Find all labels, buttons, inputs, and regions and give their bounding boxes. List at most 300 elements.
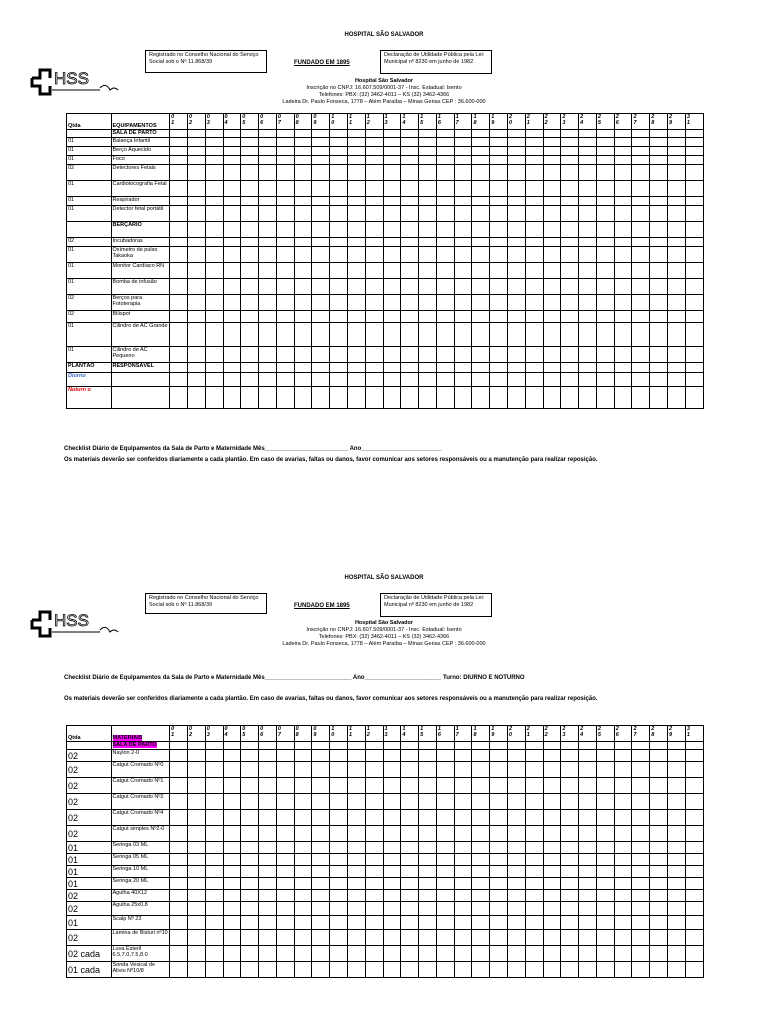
check-cell[interactable] xyxy=(187,890,205,902)
check-cell[interactable] xyxy=(383,842,401,854)
check-cell[interactable] xyxy=(419,842,437,854)
check-cell[interactable] xyxy=(490,890,508,902)
check-cell[interactable] xyxy=(259,930,277,946)
check-cell[interactable] xyxy=(330,762,348,778)
check-cell[interactable] xyxy=(685,866,703,878)
check-cell[interactable] xyxy=(454,916,472,930)
check-cell[interactable] xyxy=(508,878,526,890)
check-cell[interactable] xyxy=(276,866,294,878)
check-cell[interactable] xyxy=(632,854,650,866)
check-cell[interactable] xyxy=(383,750,401,762)
check-cell[interactable] xyxy=(241,930,259,946)
check-cell[interactable] xyxy=(472,878,490,890)
check-cell[interactable] xyxy=(276,902,294,916)
check-cell[interactable] xyxy=(543,930,561,946)
check-cell[interactable] xyxy=(330,794,348,810)
check-cell[interactable] xyxy=(276,854,294,866)
check-cell[interactable] xyxy=(685,742,703,750)
check-cell[interactable] xyxy=(668,946,686,962)
check-cell[interactable] xyxy=(472,742,490,750)
check-cell[interactable] xyxy=(205,902,223,916)
check-cell[interactable] xyxy=(401,762,419,778)
check-cell[interactable] xyxy=(543,962,561,978)
check-cell[interactable] xyxy=(330,962,348,978)
check-cell[interactable] xyxy=(596,826,614,842)
check-cell[interactable] xyxy=(170,778,188,794)
check-cell[interactable] xyxy=(596,866,614,878)
check-cell[interactable] xyxy=(187,778,205,794)
check-cell[interactable] xyxy=(561,946,579,962)
check-cell[interactable] xyxy=(472,930,490,946)
check-cell[interactable] xyxy=(347,930,365,946)
check-cell[interactable] xyxy=(650,902,668,916)
check-cell[interactable] xyxy=(508,916,526,930)
check-cell[interactable] xyxy=(454,762,472,778)
check-cell[interactable] xyxy=(508,946,526,962)
check-cell[interactable] xyxy=(685,930,703,946)
check-cell[interactable] xyxy=(490,810,508,826)
check-cell[interactable] xyxy=(454,878,472,890)
check-cell[interactable] xyxy=(347,842,365,854)
check-cell[interactable] xyxy=(614,854,632,866)
check-cell[interactable] xyxy=(241,778,259,794)
check-cell[interactable] xyxy=(259,842,277,854)
check-cell[interactable] xyxy=(472,854,490,866)
check-cell[interactable] xyxy=(543,946,561,962)
check-cell[interactable] xyxy=(347,866,365,878)
check-cell[interactable] xyxy=(436,890,454,902)
check-cell[interactable] xyxy=(614,742,632,750)
check-cell[interactable] xyxy=(259,750,277,762)
check-cell[interactable] xyxy=(294,878,312,890)
check-cell[interactable] xyxy=(312,962,330,978)
check-cell[interactable] xyxy=(650,810,668,826)
check-cell[interactable] xyxy=(312,750,330,762)
check-cell[interactable] xyxy=(419,946,437,962)
check-cell[interactable] xyxy=(650,878,668,890)
check-cell[interactable] xyxy=(543,750,561,762)
check-cell[interactable] xyxy=(241,810,259,826)
check-cell[interactable] xyxy=(259,826,277,842)
check-cell[interactable] xyxy=(276,962,294,978)
check-cell[interactable] xyxy=(490,962,508,978)
check-cell[interactable] xyxy=(454,854,472,866)
check-cell[interactable] xyxy=(294,778,312,794)
check-cell[interactable] xyxy=(312,930,330,946)
check-cell[interactable] xyxy=(436,946,454,962)
check-cell[interactable] xyxy=(490,794,508,810)
check-cell[interactable] xyxy=(294,890,312,902)
check-cell[interactable] xyxy=(241,750,259,762)
check-cell[interactable] xyxy=(205,878,223,890)
check-cell[interactable] xyxy=(525,916,543,930)
check-cell[interactable] xyxy=(490,854,508,866)
check-cell[interactable] xyxy=(668,962,686,978)
check-cell[interactable] xyxy=(365,890,383,902)
check-cell[interactable] xyxy=(419,794,437,810)
check-cell[interactable] xyxy=(525,854,543,866)
check-cell[interactable] xyxy=(383,946,401,962)
check-cell[interactable] xyxy=(419,826,437,842)
check-cell[interactable] xyxy=(365,902,383,916)
check-cell[interactable] xyxy=(472,916,490,930)
check-cell[interactable] xyxy=(330,916,348,930)
check-cell[interactable] xyxy=(347,826,365,842)
check-cell[interactable] xyxy=(685,750,703,762)
check-cell[interactable] xyxy=(401,794,419,810)
check-cell[interactable] xyxy=(365,946,383,962)
check-cell[interactable] xyxy=(347,762,365,778)
check-cell[interactable] xyxy=(543,826,561,842)
check-cell[interactable] xyxy=(525,946,543,962)
check-cell[interactable] xyxy=(419,890,437,902)
check-cell[interactable] xyxy=(561,742,579,750)
check-cell[interactable] xyxy=(187,854,205,866)
check-cell[interactable] xyxy=(543,854,561,866)
check-cell[interactable] xyxy=(241,826,259,842)
check-cell[interactable] xyxy=(561,916,579,930)
check-cell[interactable] xyxy=(668,762,686,778)
check-cell[interactable] xyxy=(632,762,650,778)
check-cell[interactable] xyxy=(365,842,383,854)
check-cell[interactable] xyxy=(543,842,561,854)
check-cell[interactable] xyxy=(436,866,454,878)
check-cell[interactable] xyxy=(543,890,561,902)
check-cell[interactable] xyxy=(419,866,437,878)
check-cell[interactable] xyxy=(401,842,419,854)
check-cell[interactable] xyxy=(294,826,312,842)
check-cell[interactable] xyxy=(383,890,401,902)
check-cell[interactable] xyxy=(401,750,419,762)
check-cell[interactable] xyxy=(294,742,312,750)
check-cell[interactable] xyxy=(294,946,312,962)
check-cell[interactable] xyxy=(365,794,383,810)
check-cell[interactable] xyxy=(347,962,365,978)
check-cell[interactable] xyxy=(614,878,632,890)
check-cell[interactable] xyxy=(259,866,277,878)
check-cell[interactable] xyxy=(401,854,419,866)
check-cell[interactable] xyxy=(241,866,259,878)
check-cell[interactable] xyxy=(419,902,437,916)
check-cell[interactable] xyxy=(365,916,383,930)
check-cell[interactable] xyxy=(383,762,401,778)
check-cell[interactable] xyxy=(365,826,383,842)
check-cell[interactable] xyxy=(205,750,223,762)
check-cell[interactable] xyxy=(685,794,703,810)
check-cell[interactable] xyxy=(259,778,277,794)
check-cell[interactable] xyxy=(259,810,277,826)
check-cell[interactable] xyxy=(508,962,526,978)
check-cell[interactable] xyxy=(596,930,614,946)
check-cell[interactable] xyxy=(561,826,579,842)
check-cell[interactable] xyxy=(685,826,703,842)
check-cell[interactable] xyxy=(223,866,241,878)
check-cell[interactable] xyxy=(330,842,348,854)
check-cell[interactable] xyxy=(508,810,526,826)
check-cell[interactable] xyxy=(472,842,490,854)
check-cell[interactable] xyxy=(579,742,597,750)
check-cell[interactable] xyxy=(205,762,223,778)
check-cell[interactable] xyxy=(632,842,650,854)
check-cell[interactable] xyxy=(454,930,472,946)
check-cell[interactable] xyxy=(543,810,561,826)
check-cell[interactable] xyxy=(241,854,259,866)
check-cell[interactable] xyxy=(650,890,668,902)
check-cell[interactable] xyxy=(419,962,437,978)
check-cell[interactable] xyxy=(383,778,401,794)
check-cell[interactable] xyxy=(508,778,526,794)
check-cell[interactable] xyxy=(312,778,330,794)
check-cell[interactable] xyxy=(561,854,579,866)
check-cell[interactable] xyxy=(614,866,632,878)
check-cell[interactable] xyxy=(312,916,330,930)
check-cell[interactable] xyxy=(508,762,526,778)
check-cell[interactable] xyxy=(543,916,561,930)
check-cell[interactable] xyxy=(170,946,188,962)
check-cell[interactable] xyxy=(330,946,348,962)
check-cell[interactable] xyxy=(312,742,330,750)
check-cell[interactable] xyxy=(436,878,454,890)
check-cell[interactable] xyxy=(650,826,668,842)
check-cell[interactable] xyxy=(330,866,348,878)
check-cell[interactable] xyxy=(490,878,508,890)
check-cell[interactable] xyxy=(223,916,241,930)
check-cell[interactable] xyxy=(579,794,597,810)
check-cell[interactable] xyxy=(454,826,472,842)
check-cell[interactable] xyxy=(205,946,223,962)
check-cell[interactable] xyxy=(490,826,508,842)
check-cell[interactable] xyxy=(436,762,454,778)
check-cell[interactable] xyxy=(650,794,668,810)
check-cell[interactable] xyxy=(454,794,472,810)
check-cell[interactable] xyxy=(383,930,401,946)
check-cell[interactable] xyxy=(294,866,312,878)
check-cell[interactable] xyxy=(241,842,259,854)
check-cell[interactable] xyxy=(525,890,543,902)
check-cell[interactable] xyxy=(401,826,419,842)
check-cell[interactable] xyxy=(454,750,472,762)
check-cell[interactable] xyxy=(632,946,650,962)
check-cell[interactable] xyxy=(170,930,188,946)
check-cell[interactable] xyxy=(170,842,188,854)
check-cell[interactable] xyxy=(685,778,703,794)
check-cell[interactable] xyxy=(454,778,472,794)
check-cell[interactable] xyxy=(223,902,241,916)
check-cell[interactable] xyxy=(312,842,330,854)
check-cell[interactable] xyxy=(561,902,579,916)
check-cell[interactable] xyxy=(223,778,241,794)
check-cell[interactable] xyxy=(276,930,294,946)
check-cell[interactable] xyxy=(650,962,668,978)
check-cell[interactable] xyxy=(596,946,614,962)
check-cell[interactable] xyxy=(472,946,490,962)
check-cell[interactable] xyxy=(472,902,490,916)
check-cell[interactable] xyxy=(579,778,597,794)
check-cell[interactable] xyxy=(579,916,597,930)
check-cell[interactable] xyxy=(330,810,348,826)
check-cell[interactable] xyxy=(632,902,650,916)
check-cell[interactable] xyxy=(365,742,383,750)
check-cell[interactable] xyxy=(205,930,223,946)
check-cell[interactable] xyxy=(223,810,241,826)
check-cell[interactable] xyxy=(276,750,294,762)
check-cell[interactable] xyxy=(312,866,330,878)
check-cell[interactable] xyxy=(223,930,241,946)
check-cell[interactable] xyxy=(347,750,365,762)
check-cell[interactable] xyxy=(561,794,579,810)
check-cell[interactable] xyxy=(596,878,614,890)
check-cell[interactable] xyxy=(419,810,437,826)
check-cell[interactable] xyxy=(365,962,383,978)
check-cell[interactable] xyxy=(383,962,401,978)
check-cell[interactable] xyxy=(632,778,650,794)
check-cell[interactable] xyxy=(685,842,703,854)
check-cell[interactable] xyxy=(614,750,632,762)
check-cell[interactable] xyxy=(383,810,401,826)
check-cell[interactable] xyxy=(685,762,703,778)
check-cell[interactable] xyxy=(490,762,508,778)
check-cell[interactable] xyxy=(223,854,241,866)
check-cell[interactable] xyxy=(205,866,223,878)
check-cell[interactable] xyxy=(187,962,205,978)
check-cell[interactable] xyxy=(668,916,686,930)
check-cell[interactable] xyxy=(561,962,579,978)
check-cell[interactable] xyxy=(454,866,472,878)
check-cell[interactable] xyxy=(614,794,632,810)
check-cell[interactable] xyxy=(472,810,490,826)
check-cell[interactable] xyxy=(650,916,668,930)
check-cell[interactable] xyxy=(259,946,277,962)
check-cell[interactable] xyxy=(668,826,686,842)
check-cell[interactable] xyxy=(632,826,650,842)
check-cell[interactable] xyxy=(436,778,454,794)
check-cell[interactable] xyxy=(294,854,312,866)
check-cell[interactable] xyxy=(276,742,294,750)
check-cell[interactable] xyxy=(668,794,686,810)
check-cell[interactable] xyxy=(525,902,543,916)
check-cell[interactable] xyxy=(259,878,277,890)
check-cell[interactable] xyxy=(294,810,312,826)
check-cell[interactable] xyxy=(650,854,668,866)
check-cell[interactable] xyxy=(596,962,614,978)
check-cell[interactable] xyxy=(685,854,703,866)
check-cell[interactable] xyxy=(205,778,223,794)
check-cell[interactable] xyxy=(525,962,543,978)
check-cell[interactable] xyxy=(205,854,223,866)
check-cell[interactable] xyxy=(436,916,454,930)
check-cell[interactable] xyxy=(276,778,294,794)
check-cell[interactable] xyxy=(365,750,383,762)
check-cell[interactable] xyxy=(276,878,294,890)
check-cell[interactable] xyxy=(276,890,294,902)
check-cell[interactable] xyxy=(419,778,437,794)
check-cell[interactable] xyxy=(223,826,241,842)
check-cell[interactable] xyxy=(454,842,472,854)
check-cell[interactable] xyxy=(312,890,330,902)
check-cell[interactable] xyxy=(401,878,419,890)
check-cell[interactable] xyxy=(579,762,597,778)
check-cell[interactable] xyxy=(579,750,597,762)
check-cell[interactable] xyxy=(330,750,348,762)
check-cell[interactable] xyxy=(525,794,543,810)
check-cell[interactable] xyxy=(579,866,597,878)
check-cell[interactable] xyxy=(614,946,632,962)
check-cell[interactable] xyxy=(508,842,526,854)
check-cell[interactable] xyxy=(632,890,650,902)
check-cell[interactable] xyxy=(632,878,650,890)
check-cell[interactable] xyxy=(685,946,703,962)
check-cell[interactable] xyxy=(490,902,508,916)
check-cell[interactable] xyxy=(508,866,526,878)
check-cell[interactable] xyxy=(187,794,205,810)
check-cell[interactable] xyxy=(579,810,597,826)
check-cell[interactable] xyxy=(543,742,561,750)
check-cell[interactable] xyxy=(170,742,188,750)
check-cell[interactable] xyxy=(401,946,419,962)
check-cell[interactable] xyxy=(347,854,365,866)
check-cell[interactable] xyxy=(596,794,614,810)
check-cell[interactable] xyxy=(543,878,561,890)
check-cell[interactable] xyxy=(205,810,223,826)
check-cell[interactable] xyxy=(668,866,686,878)
check-cell[interactable] xyxy=(419,742,437,750)
check-cell[interactable] xyxy=(401,890,419,902)
check-cell[interactable] xyxy=(312,902,330,916)
check-cell[interactable] xyxy=(579,878,597,890)
check-cell[interactable] xyxy=(347,902,365,916)
check-cell[interactable] xyxy=(596,762,614,778)
check-cell[interactable] xyxy=(685,902,703,916)
check-cell[interactable] xyxy=(365,810,383,826)
check-cell[interactable] xyxy=(668,810,686,826)
check-cell[interactable] xyxy=(419,750,437,762)
check-cell[interactable] xyxy=(170,878,188,890)
check-cell[interactable] xyxy=(241,890,259,902)
check-cell[interactable] xyxy=(223,842,241,854)
check-cell[interactable] xyxy=(347,878,365,890)
check-cell[interactable] xyxy=(436,826,454,842)
check-cell[interactable] xyxy=(347,890,365,902)
check-cell[interactable] xyxy=(490,842,508,854)
check-cell[interactable] xyxy=(365,778,383,794)
check-cell[interactable] xyxy=(668,878,686,890)
check-cell[interactable] xyxy=(419,916,437,930)
check-cell[interactable] xyxy=(579,962,597,978)
check-cell[interactable] xyxy=(561,890,579,902)
check-cell[interactable] xyxy=(454,946,472,962)
check-cell[interactable] xyxy=(241,946,259,962)
check-cell[interactable] xyxy=(223,762,241,778)
check-cell[interactable] xyxy=(205,826,223,842)
check-cell[interactable] xyxy=(365,878,383,890)
check-cell[interactable] xyxy=(472,794,490,810)
check-cell[interactable] xyxy=(490,750,508,762)
check-cell[interactable] xyxy=(579,826,597,842)
check-cell[interactable] xyxy=(330,902,348,916)
check-cell[interactable] xyxy=(223,962,241,978)
check-cell[interactable] xyxy=(259,890,277,902)
check-cell[interactable] xyxy=(668,750,686,762)
check-cell[interactable] xyxy=(614,902,632,916)
check-cell[interactable] xyxy=(170,890,188,902)
check-cell[interactable] xyxy=(312,878,330,890)
check-cell[interactable] xyxy=(472,762,490,778)
check-cell[interactable] xyxy=(294,902,312,916)
check-cell[interactable] xyxy=(259,794,277,810)
check-cell[interactable] xyxy=(205,890,223,902)
check-cell[interactable] xyxy=(614,962,632,978)
check-cell[interactable] xyxy=(454,810,472,826)
